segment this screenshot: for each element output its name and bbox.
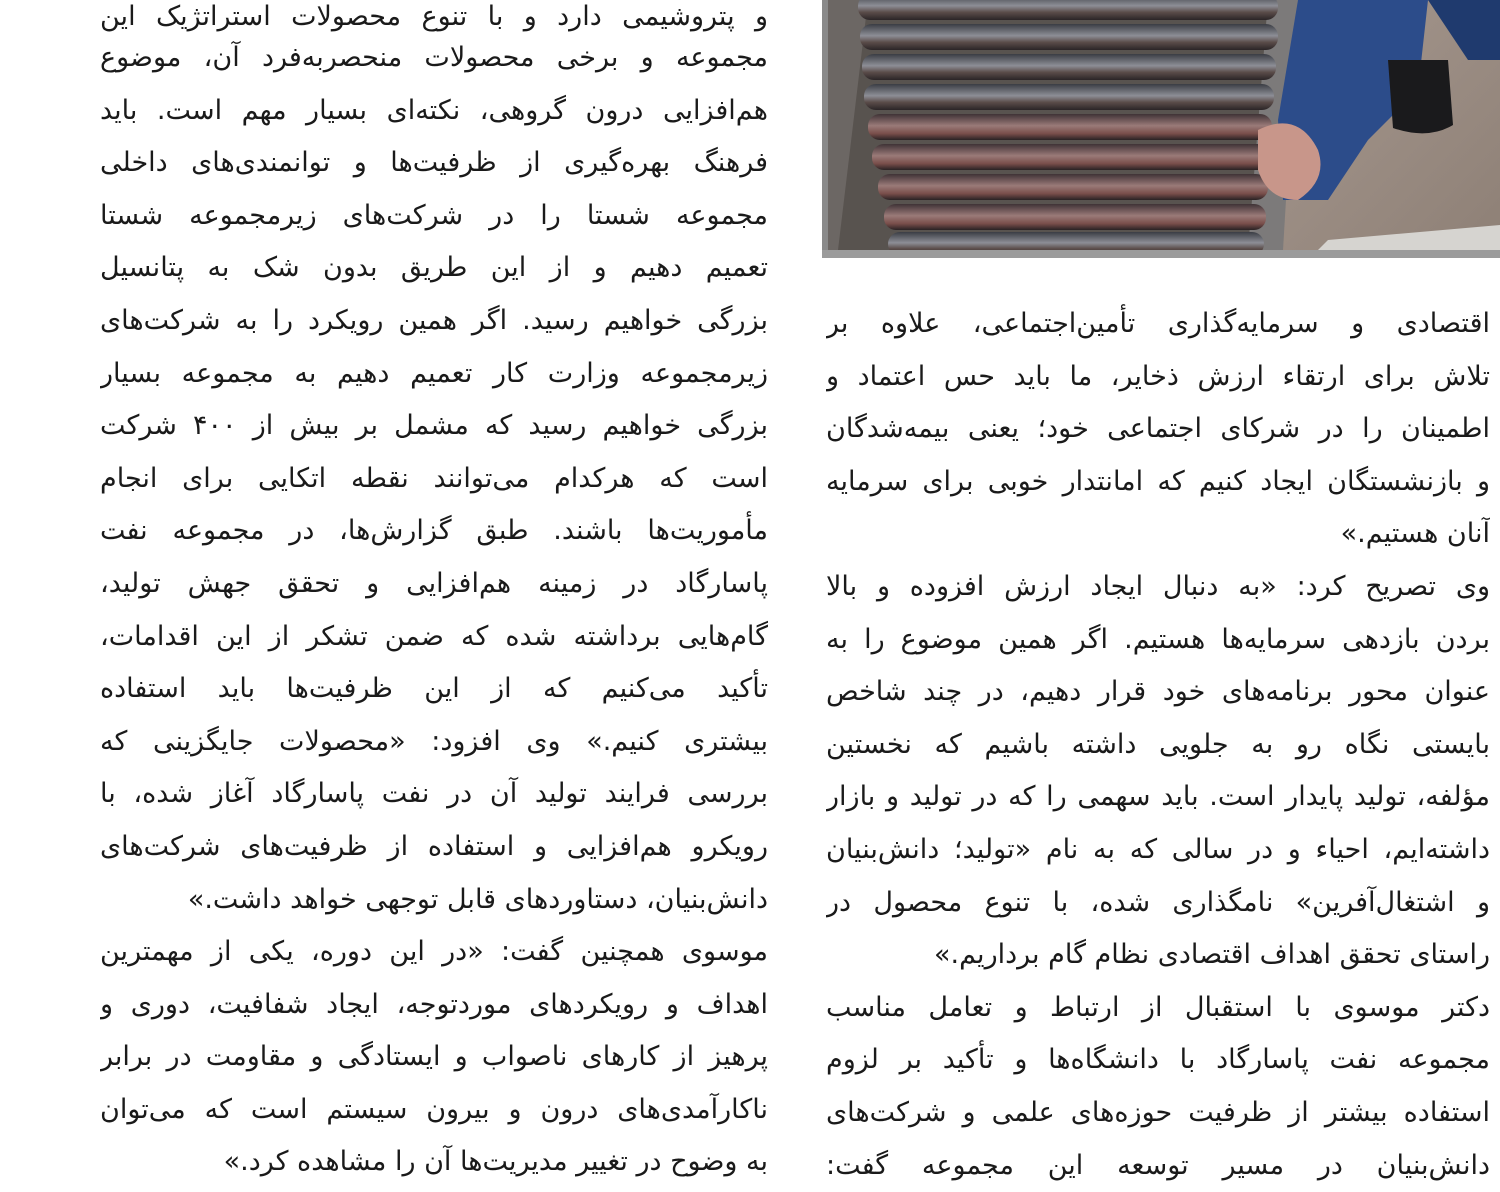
text-line: اقتصادی و سرمایه‌گذاری تأمین‌اجتماعی، علاوه بر <box>826 298 1490 351</box>
text-line: دانش‌بنیان در مسیر توسعه این مجموعه گفت: <box>826 1140 1490 1192</box>
text-line: ناکارآمدی‌های درون و بیرون سیستم است که می‌توان <box>100 1084 768 1137</box>
text-line: دکتر موسوی با استقبال از ارتباط و تعامل مناسب <box>826 982 1490 1035</box>
text-line: اهداف و رویکردهای موردتوجه، ایجاد شفافیت، دوری و <box>100 979 768 1032</box>
text-line: و پتروشیمی دارد و با تنوع محصولات استراتژیک این <box>100 0 768 32</box>
text-line: پاسارگاد در زمینه هم‌افزایی و تحقق جهش تولید، <box>100 558 768 611</box>
text-line: بررسی فرایند تولید آن در نفت پاسارگاد آغاز شده، با <box>100 768 768 821</box>
text-line: وی تصریح کرد: «به دنبال ایجاد ارزش افزوده و بالا <box>826 561 1490 614</box>
text-line: دانش‌بنیان، دستاوردهای قابل توجهی خواهد داشت.» <box>100 874 768 927</box>
text-line: مأموریت‌ها باشند. طبق گزارش‌ها، در مجموعه نفت <box>100 505 768 558</box>
text-line: و بازنشستگان ایجاد کنیم که امانتدار خوبی برای سرمایه <box>826 456 1490 509</box>
text-line: است که هرکدام می‌توانند نقطه اتکایی برای انجام <box>100 453 768 506</box>
photo-illustration <box>828 0 1500 250</box>
text-line: مجموعه و برخی محصولات منحصربه‌فرد آن، موضوع <box>100 32 768 85</box>
text-line: عنوان محور برنامه‌های خود قرار دهیم، در چند شاخص <box>826 666 1490 719</box>
text-line: تلاش برای ارتقاء ارزش ذخایر، ما باید حس اعتماد و <box>826 351 1490 404</box>
text-line: بزرگی خواهیم رسید. اگر همین رویکرد را به شرکت‌های <box>100 295 768 348</box>
text-line: مجموعه شستا را در شرکت‌های زیرمجموعه شستا <box>100 190 768 243</box>
text-line: بیشتری کنیم.» وی افزود: «محصولات جایگزینی که <box>100 716 768 769</box>
text-line: تأکید می‌کنیم که از این ظرفیت‌ها باید استفاده <box>100 663 768 716</box>
text-line: اطمینان را در شرکای اجتماعی خود؛ یعنی بیمه‌شدگان <box>826 403 1490 456</box>
pipe-roller-conveyor-image <box>828 0 1500 250</box>
text-line: هم‌افزایی درون گروهی، نکته‌ای بسیار مهم است. باید <box>100 85 768 138</box>
text-line: آنان هستیم.» <box>826 508 1490 561</box>
text-line: بردن بازدهی سرمایه‌ها هستیم. اگر همین موضوع را به <box>826 614 1490 667</box>
article-column-left <box>100 0 768 1189</box>
text-line: رویکرو هم‌افزایی و استفاده از ظرفیت‌های شرکت‌های <box>100 821 768 874</box>
text-line: پرهیز از کارهای ناصواب و ایستادگی و مقاومت در برابر <box>100 1031 768 1084</box>
text-line: تعمیم دهیم و از این طریق بدون شک به پتانسیل <box>100 242 768 295</box>
article-column-right <box>826 298 1490 1192</box>
text-line: بزرگی خواهیم رسید که مشمل بر بیش از ۴۰۰ شرکت <box>100 400 768 453</box>
text-line: مؤلفه، تولید پایدار است. باید سهمی را که در تولید و بازار <box>826 771 1490 824</box>
text-line: فرهنگ بهره‌گیری از ظرفیت‌ها و توانمندی‌های داخلی <box>100 137 768 190</box>
text-line: بایستی نگاه رو به جلویی داشته باشیم که نخستین <box>826 719 1490 772</box>
text-line: گام‌هایی برداشته شده که ضمن تشکر از این اقدامات، <box>100 611 768 664</box>
text-line: و اشتغال‌آفرین» نامگذاری شده، با تنوع محصول در <box>826 877 1490 930</box>
article-photo <box>822 0 1500 256</box>
text-line: داشته‌ایم، احیاء و در سالی که به نام «تولید؛ دانش‌بنیان <box>826 824 1490 877</box>
text-line: استفاده بیشتر از ظرفیت حوزه‌های علمی و شرکت‌های <box>826 1087 1490 1140</box>
text-line: موسوی همچنین گفت: «در این دوره، یکی از مهمترین <box>100 926 768 979</box>
text-line: زیرمجموعه وزارت کار تعمیم دهیم به مجموعه بسیار <box>100 348 768 401</box>
text-line: به وضوح در تغییر مدیریت‌ها آن را مشاهده کرد.» <box>100 1136 768 1189</box>
photo-border <box>822 250 1500 258</box>
text-line: مجموعه نفت پاسارگاد با دانشگاه‌ها و تأکید بر لزوم <box>826 1034 1490 1087</box>
text-line: راستای تحقق اهداف اقتصادی نظام گام برداریم.» <box>826 929 1490 982</box>
